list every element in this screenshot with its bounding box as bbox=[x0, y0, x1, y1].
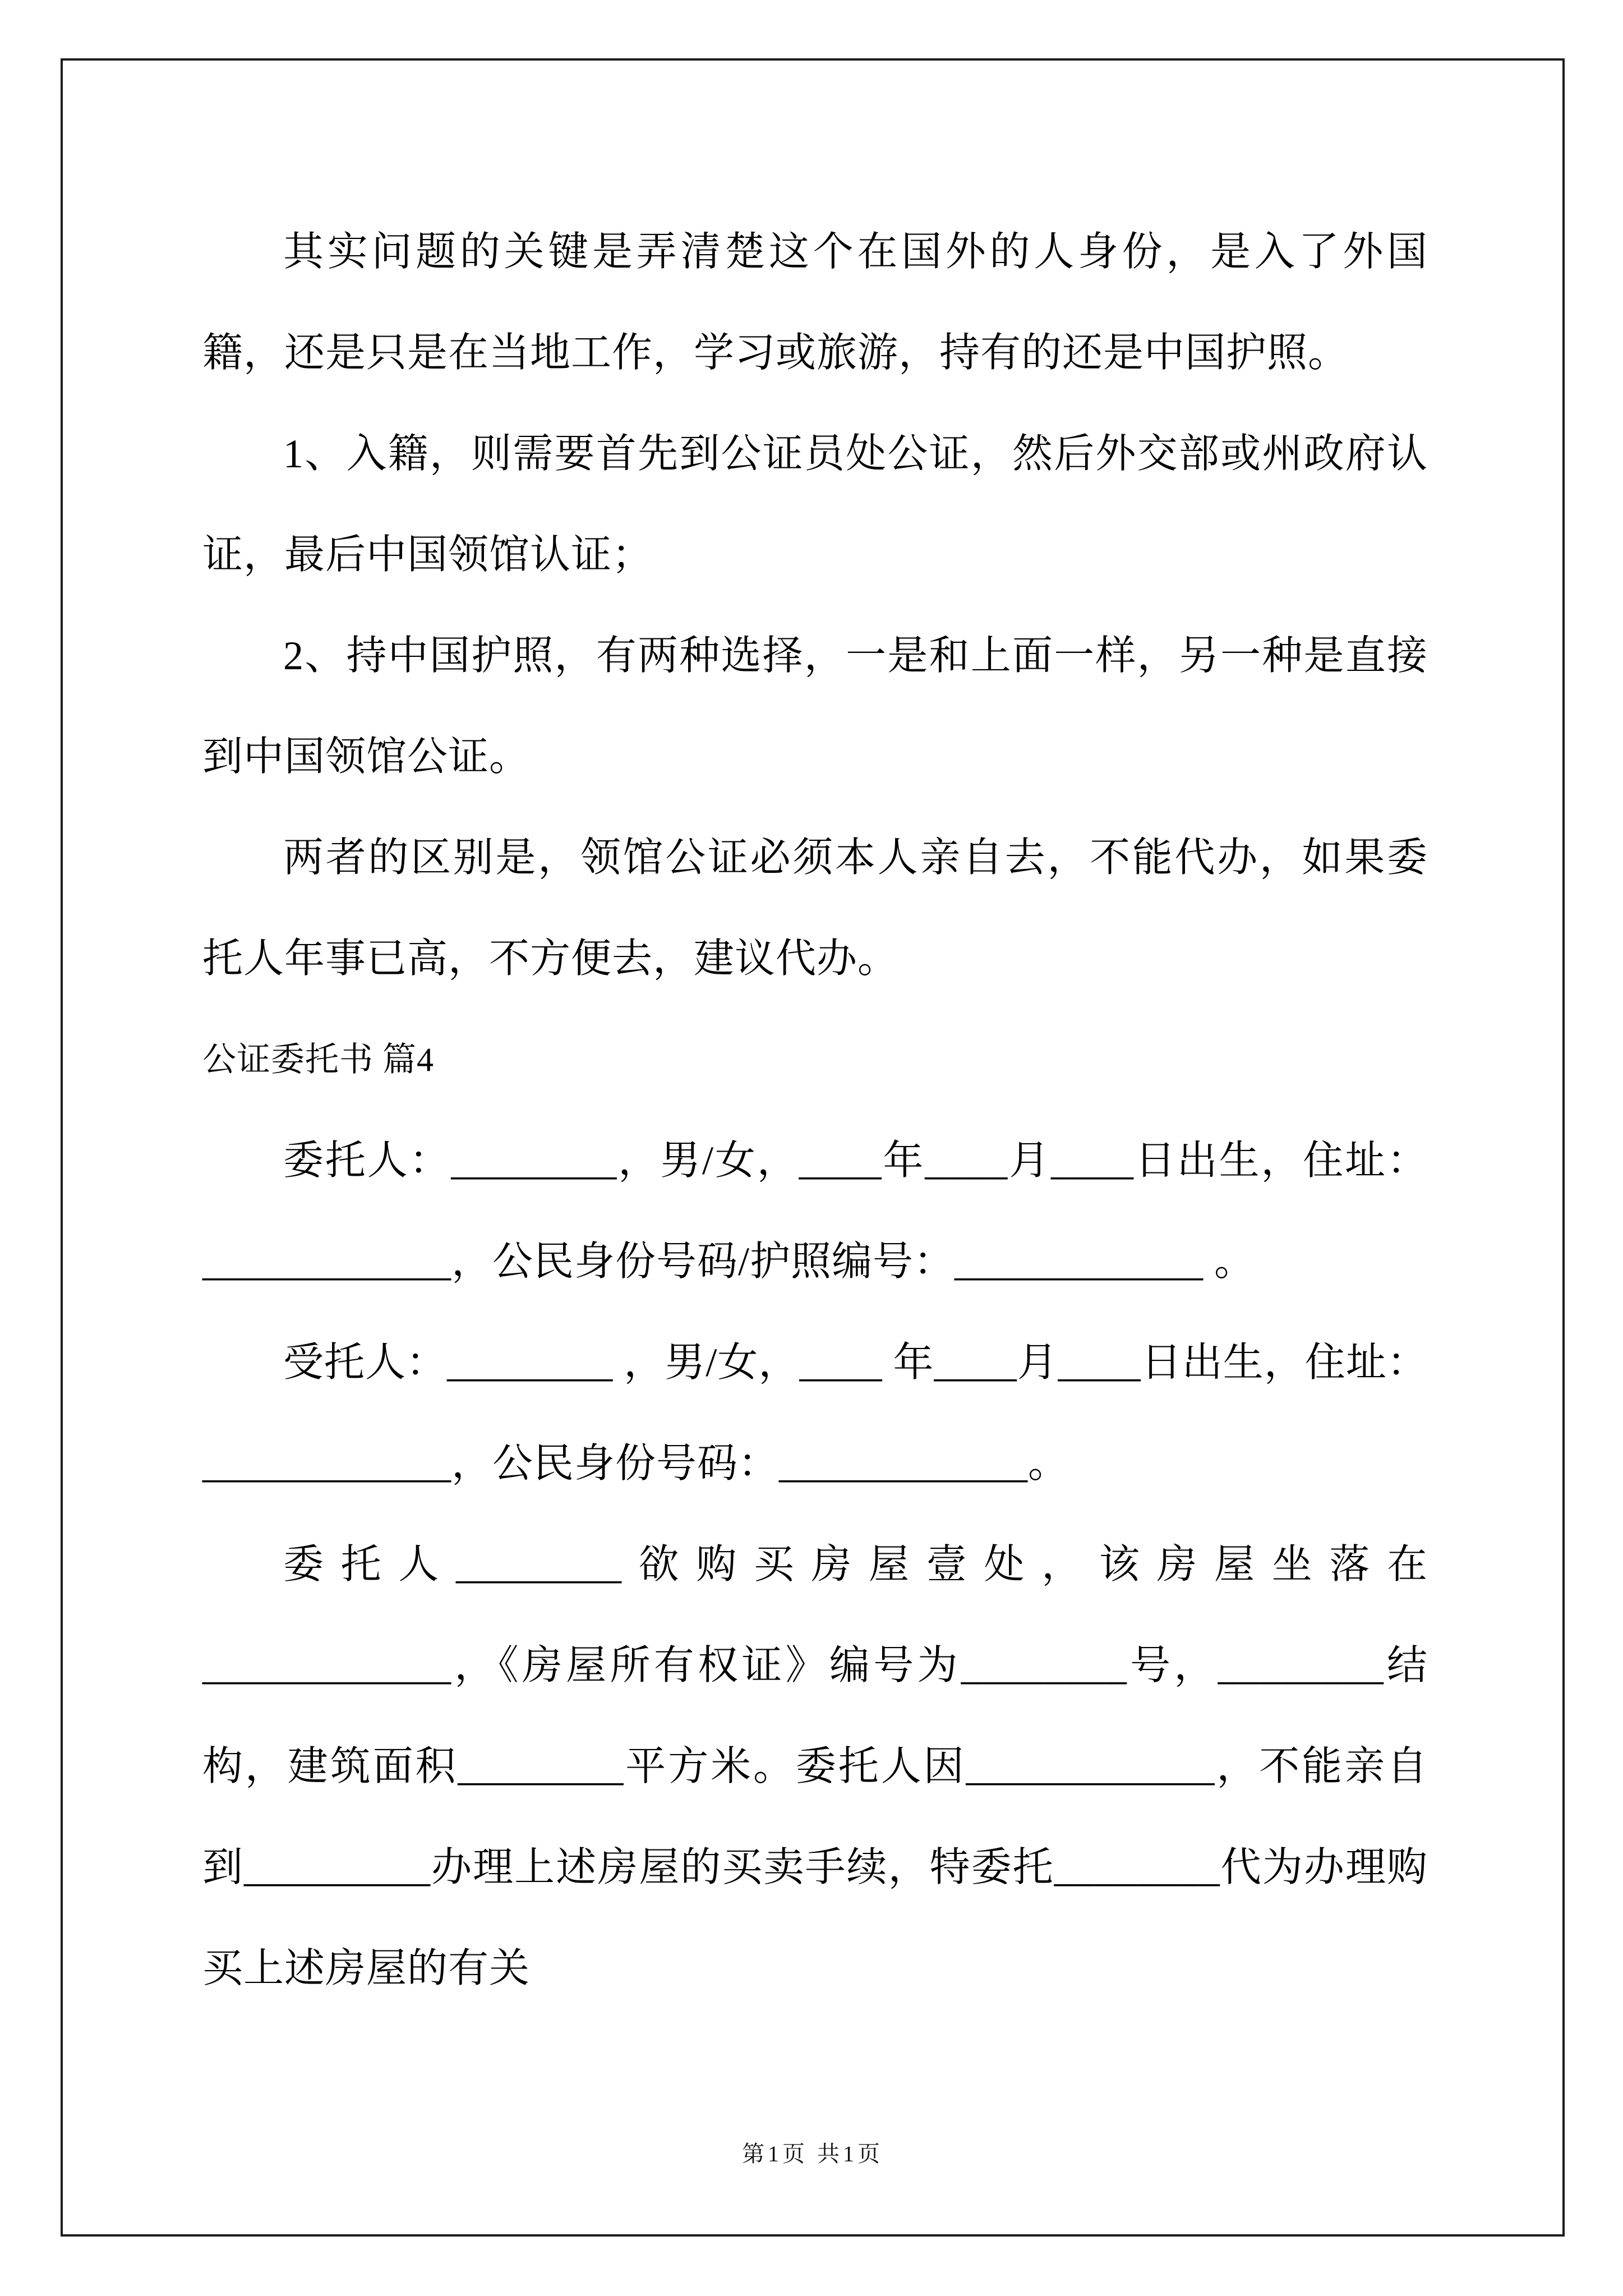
paragraph-difference: 两者的区别是，领馆公证必须本人亲自去，不能代办，如果委托人年事已高，不方便去，建议代办。 bbox=[202, 835, 1428, 981]
paragraph-item-2: 2、持中国护照，有两种选择，一是和上面一样，另一种是直接到中国领馆公证。 bbox=[202, 633, 1428, 779]
section-heading: 公证委托书 篇4 bbox=[202, 1041, 434, 1078]
document-content bbox=[202, 201, 1428, 2019]
paragraph-item-1: 1、入籍，则需要首先到公证员处公证，然后外交部或州政府认证，最后中国领馆认证； bbox=[202, 431, 1428, 577]
paragraph-property-details: 委托人________欲购买房屋壹处，该房屋坐落在____________，《房屋所有权证》编号为________号，________结构，建筑面积________平方米。委托人因____________，不能亲自到_________办理上述房屋的买卖手续，特委托________代为办理购买上述房屋的有关 bbox=[202, 1542, 1428, 1991]
page-number-indicator: 第1页 共1页 bbox=[742, 2141, 883, 2166]
paragraph-trustee: 受托人：________ ，男/女，____ 年____月____日出生，住址：____________，公民身份号码：____________。 bbox=[202, 1340, 1428, 1486]
page-border-frame bbox=[61, 58, 1565, 2237]
paragraph-principal: 委托人：________，男/女，____年____月____日出生，住址：____________，公民身份号码/护照编号：____________ 。 bbox=[202, 1138, 1428, 1284]
page-footer bbox=[63, 2136, 1562, 2168]
paragraph-intro: 其实问题的关键是弄清楚这个在国外的人身份，是入了外国籍，还是只是在当地工作，学习或旅游，持有的还是中国护照。 bbox=[202, 229, 1428, 375]
